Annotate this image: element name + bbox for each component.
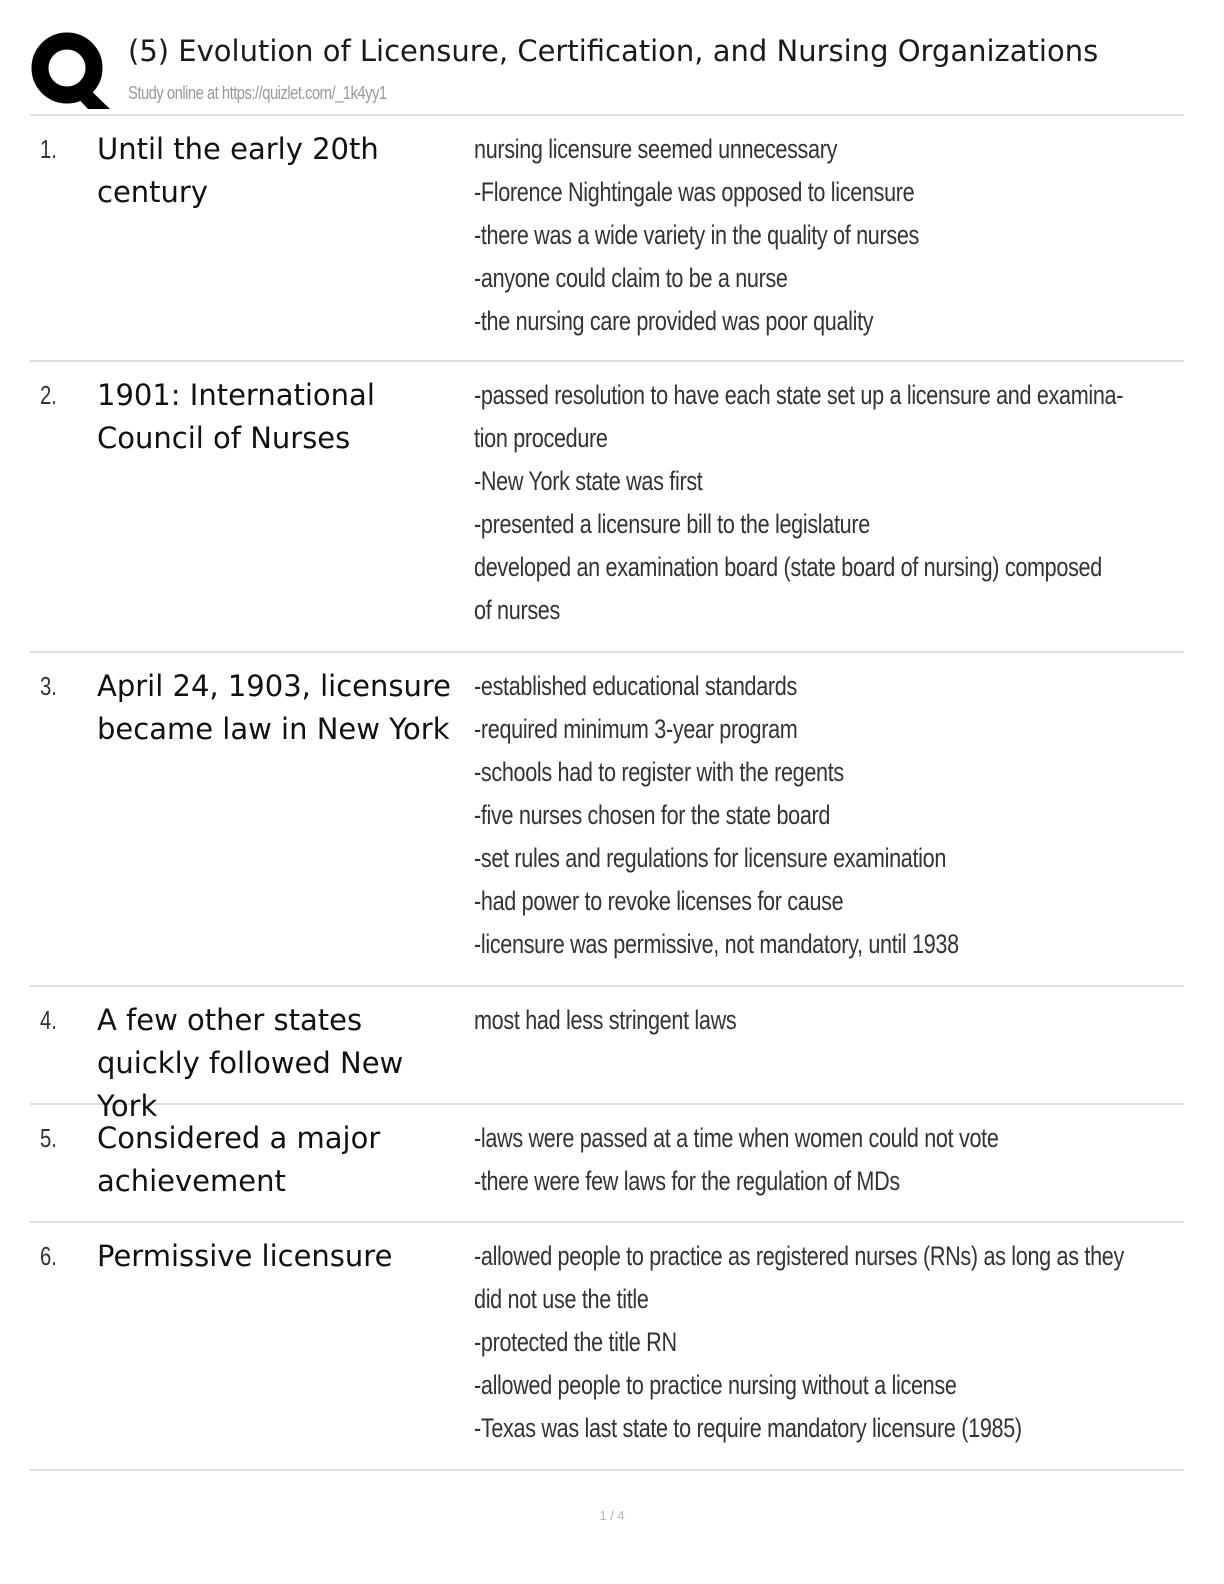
flashcard-row [30,116,1184,362]
definition-line: -schools had to register with the regents [474,757,844,787]
card-definition [474,1235,1174,1450]
definition-line: -set rules and regulations for licensure examination [474,843,947,873]
definition-line: -the nursing care provided was poor quality [474,306,874,336]
definition-line: -laws were passed at a time when women could not vote [474,1123,999,1153]
definition-line: developed an examination board (state board of nursing) composed [474,552,1102,582]
page-number: 1 / 4 [599,1508,625,1523]
definition-line: -there were few laws for the regulation of MDs [474,1166,900,1196]
flashcard-row [30,1223,1184,1471]
card-definition [474,665,1174,966]
card-term: Considered a major achievement [97,1121,381,1198]
definition-line: -anyone could claim to be a nurse [474,263,788,293]
card-number: 5. [40,1123,57,1153]
definition-line: -there was a wide variety in the quality of nurses [474,220,920,250]
card-definition [474,374,1174,632]
page-title: (5) Evolution of Licensure, Certification, and Nursing Organizations [128,34,1099,68]
flashcard-row [30,987,1184,1123]
document-header [30,28,1190,114]
card-number: 1. [40,134,57,164]
flashcard-row [30,1105,1184,1223]
card-number: 4. [40,1005,57,1035]
definition-line: did not use the title [474,1284,649,1314]
card-number: 3. [40,671,57,701]
definition-line: -New York state was first [474,466,703,496]
card-term: Until the early 20th century [97,132,379,209]
definition-line: -allowed people to practice as registered nurses (RNs) as long as they [474,1241,1124,1271]
card-definition [474,999,1174,1042]
card-definition [474,1117,1174,1203]
definition-line: -required minimum 3-year program [474,714,798,744]
definition-line: -established educational standards [474,671,797,701]
card-term: April 24, 1903, licensure became law in New York [97,669,451,746]
definition-line: of nurses [474,595,560,625]
definition-line: -Texas was last state to require mandatory licensure (1985) [474,1413,1022,1443]
card-number: 2. [40,380,57,410]
definition-line: -five nurses chosen for the state board [474,800,831,830]
card-term: Permissive licensure [97,1239,393,1273]
card-term: 1901: International Council of Nurses [97,378,375,455]
flashcard-list [30,116,1184,1471]
definition-line: -had power to revoke licenses for cause [474,886,844,916]
definition-line: -licensure was permissive, not mandatory, until 1938 [474,929,959,959]
definition-line: -passed resolution to have each state set up a licensure and examina- [474,380,1124,410]
card-number: 6. [40,1241,57,1271]
study-link-text: Study online at https://quizlet.com/_1k4yy1 [128,83,387,103]
flashcard-row [30,653,1184,987]
card-term: A few other states quickly followed New York [97,1003,404,1123]
flashcard-row [30,362,1184,653]
definition-line: -allowed people to practice nursing without a license [474,1370,957,1400]
definition-line: -protected the title RN [474,1327,677,1357]
definition-line: most had less stringent laws [474,1005,737,1035]
card-definition [474,128,1174,343]
definition-line: tion procedure [474,423,608,453]
definition-line: nursing licensure seemed unnecessary [474,134,838,164]
definition-line: -Florence Nightingale was opposed to licensure [474,177,915,207]
definition-line: -presented a licensure bill to the legislature [474,509,870,539]
quizlet-q-logo-icon [30,30,110,110]
